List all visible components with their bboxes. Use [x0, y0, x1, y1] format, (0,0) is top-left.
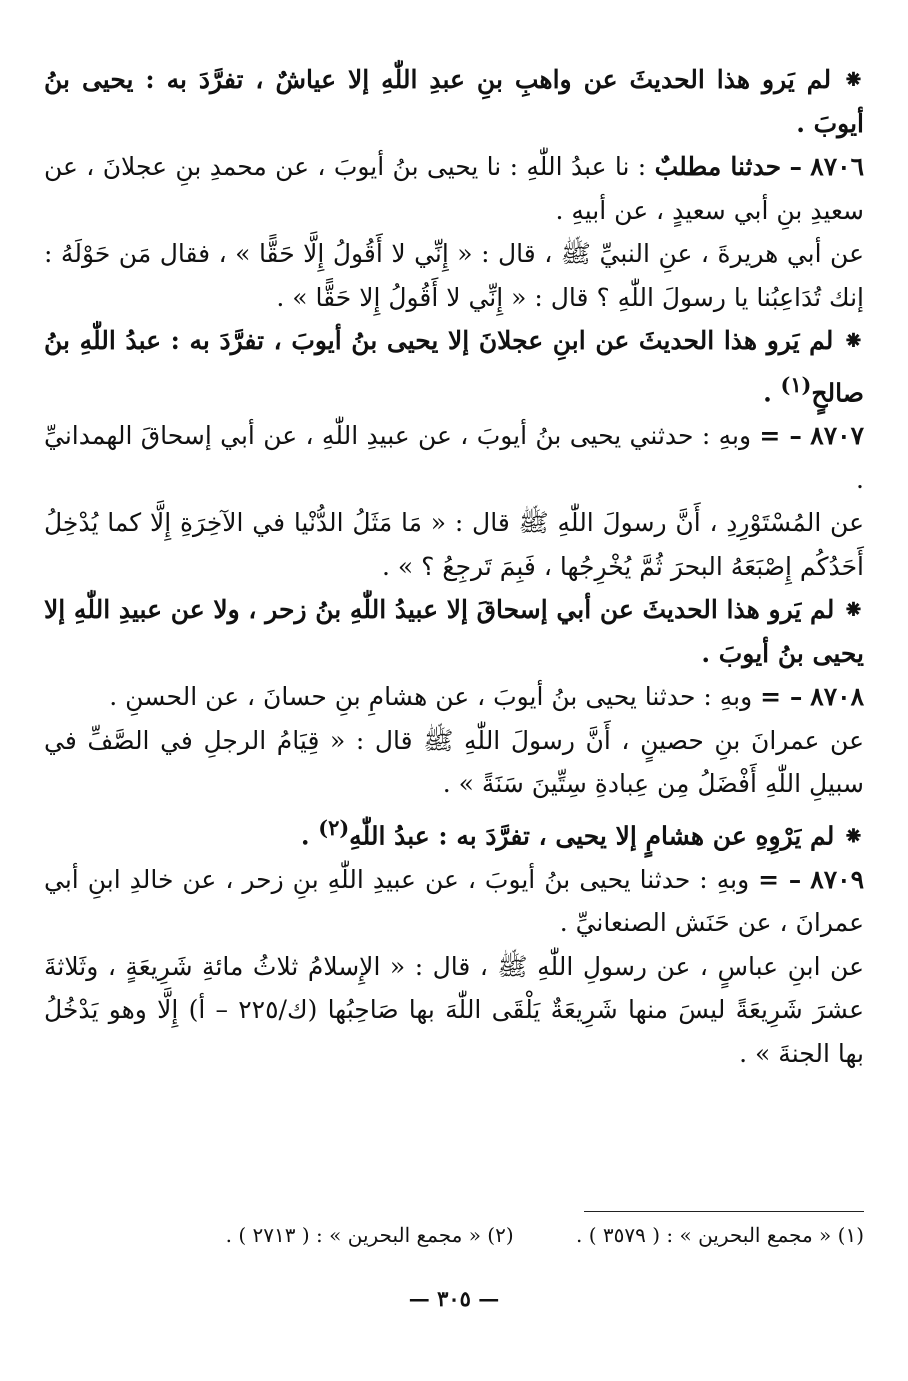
- body-paragraph: [44, 232, 864, 319]
- hadith-number: ٨٧٠٦: [810, 152, 864, 181]
- body-paragraph: [44, 945, 864, 1076]
- footnote-1: (١) « مجمع البحرين » : ( ٣٥٧٩ ) .: [576, 1223, 864, 1247]
- hadith-paragraph: [44, 675, 864, 719]
- page-number: — ٣٠٥ —: [408, 1286, 500, 1311]
- note-paragraph: [44, 806, 864, 858]
- hadith-dash: –: [789, 152, 802, 181]
- note-tail: .: [763, 377, 781, 407]
- footnotes: [44, 1218, 864, 1252]
- note-paragraph: [44, 588, 864, 675]
- footnote-ref: (٢): [318, 814, 350, 840]
- hadith-paragraph: [44, 858, 864, 945]
- note-paragraph: [44, 319, 864, 414]
- star-marker: ⁕: [843, 326, 864, 355]
- star-marker: ⁕: [843, 595, 864, 625]
- hadith-paragraph: [44, 145, 864, 232]
- note-tail: .: [300, 821, 319, 851]
- main-text: [44, 58, 864, 1075]
- hadith-lead: حدثنا مطلبٌ: [654, 152, 782, 181]
- hadith-dash: – =: [760, 682, 803, 712]
- footnote-2: (٢) « مجمع البحرين » : ( ٢٧١٣ ) .: [225, 1223, 514, 1247]
- note-text: لم يَرو هذا الحديثَ عن ابنِ عجلانَ إلا يحيى بنُ أيوبَ ، تفرَّدَ به : عبدُ اللّٰهِ بنُ صالحٍ: [44, 326, 864, 407]
- star-marker: ⁕: [843, 65, 864, 94]
- body-text: عن ابنِ عباسٍ ، عن رسولِ اللّٰهِ ﷺ ، قال : « الإِسلامُ ثلاثُ مائةِ شَرِيعَةٍ ، وثَلاثةَ عشرَ شَرِيعَةً ليسَ منها شَرِيعَةٌ يَلْقَى اللّٰهَ بها صَاحِبُها (ك/٢٢٥ – أ) إِلَّا وهو يَدْخُلُ بها الجنةَ » .: [44, 951, 864, 1068]
- hadith-text: وبهِ : حدثنا يحيى بنُ أيوبَ ، عن عبيدِ اللّٰهِ بنِ زحر ، عن خالدِ ابنِ أبي عمرانَ ، عن حَنَش الصنعانيِّ .: [44, 864, 864, 938]
- body-text: عن أبي هريرةَ ، عنِ النبيِّ ﷺ ، قال : « إِنِّي لا أَقُولُ إِلَّا حَقًّا » ، فقال مَن حَوْلَهُ : إنك تُدَاعِبُنا يا رسولَ اللّٰهِ ؟ قال : « إِنِّي لا أَقُولُ إِلا حَقًّا » .: [44, 239, 864, 312]
- hadith-text: : نا عبدُ اللّٰهِ : نا يحيى بنُ أيوبَ ، عن محمدِ بنِ عجلانَ ، عن سعيدِ بنِ أبي سعيدٍ ، عن أبيهِ .: [44, 152, 864, 225]
- footnote-divider: [584, 1211, 864, 1212]
- note-text: لم يَرو هذا الحديثَ عن أبي إسحاقَ إلا عبيدُ اللّٰهِ بنُ زحر ، ولا عن عبيدِ اللّٰهِ إلا يحيى بنُ أيوبَ .: [44, 595, 864, 668]
- hadith-dash: – =: [758, 864, 802, 894]
- note-text: لم يَرو هذا الحديثَ عن واهبِ بنِ عبدِ اللّٰهِ إلا عياشٌ ، تفرَّدَ به : يحيى بنُ أيوبَ .: [44, 65, 864, 138]
- body-paragraph: [44, 501, 864, 588]
- star-marker: ⁕: [843, 821, 864, 851]
- hadith-number: ٨٧٠٩: [810, 864, 865, 894]
- hadith-number: ٨٧٠٧: [810, 421, 865, 451]
- body-paragraph: [44, 719, 864, 806]
- body-text: عن المُسْتَوْرِدِ ، أَنَّ رسولَ اللّٰهِ ﷺ قال : « مَا مَثَلُ الدُّنْيا في الآخِرَةِ إِلَّا كما يُدْخِلُ أَحَدُكُم إِصْبَعَهُ البحرَ ثُمَّ يُخْرِجُها ، فَبِمَ تَرجِعُ ؟ » .: [44, 508, 864, 581]
- hadith-text: وبهِ : حدثني يحيى بنُ أيوبَ ، عن عبيدِ اللّٰهِ ، عن أبي إسحاقَ الهمدانيِّ .: [44, 421, 864, 494]
- note-text: لم يَرْوِهِ عن هشامٍ إلا يحيى ، تفرَّدَ به : عبدُ اللّٰهِ: [349, 821, 835, 851]
- hadith-paragraph: [44, 414, 864, 501]
- hadith-text: وبهِ : حدثنا يحيى بنُ أيوبَ ، عن هشامِ بنِ حسانَ ، عن الحسنِ .: [109, 682, 761, 712]
- footnote-ref: (١): [780, 371, 812, 397]
- body-text: عن عمرانَ بنِ حصينٍ ، أَنَّ رسولَ اللّٰهِ ﷺ قال : « قِيَامُ الرجلِ في الصَّفِّ في سبيلِ اللّٰهِ أَفْضَلُ مِن عِبادةِ سِتِّينَ سَنَةً » .: [44, 725, 864, 799]
- hadith-number: ٨٧٠٨: [810, 682, 864, 712]
- note-paragraph: [44, 58, 864, 145]
- hadith-dash: – =: [759, 421, 802, 451]
